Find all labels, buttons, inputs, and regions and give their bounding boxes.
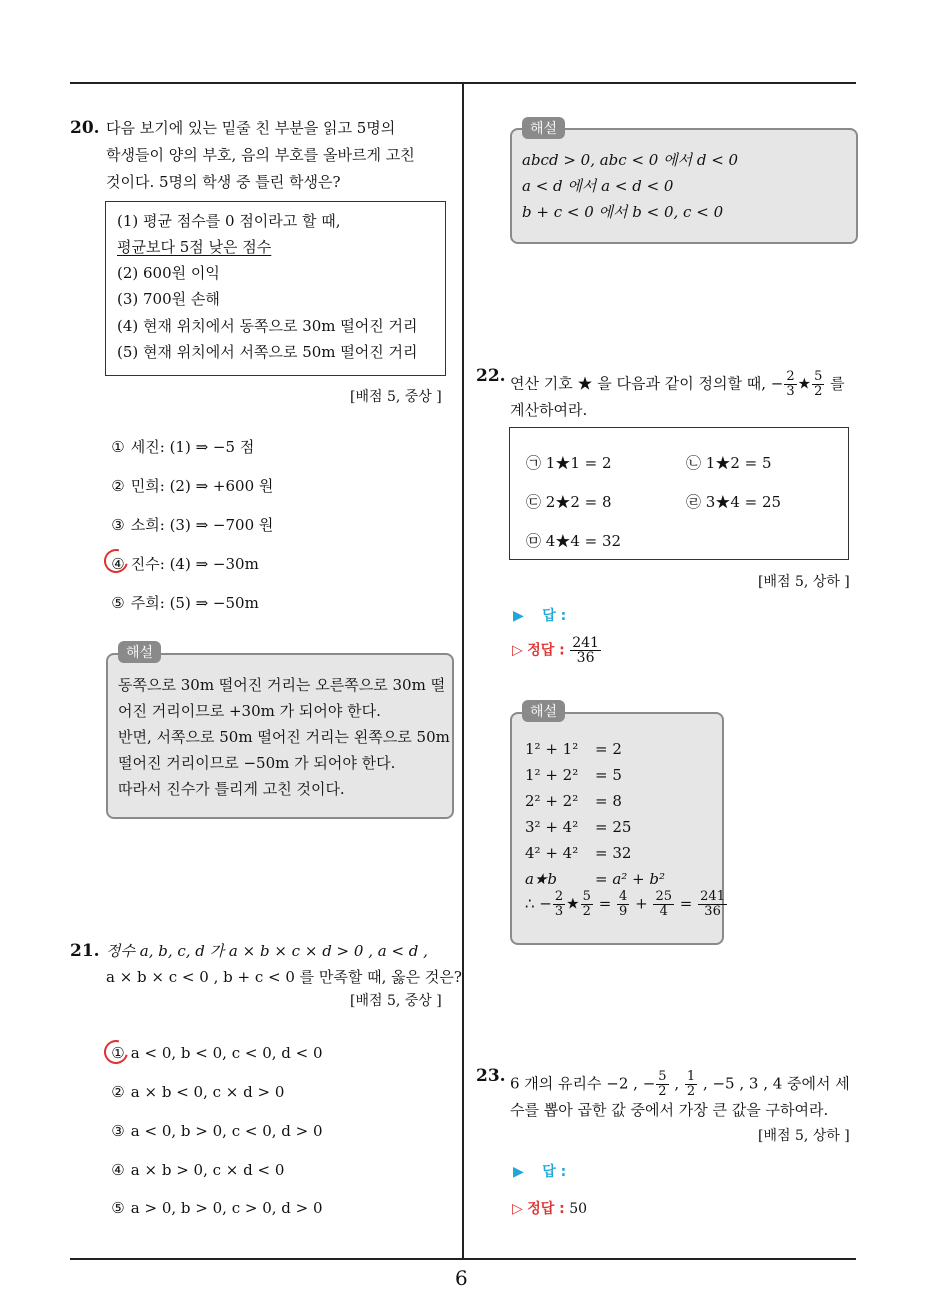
question-stem: 연산 기호 ★ 을 다음과 같이 정의할 때, − $\frac{2}{3}$ ★ $\frac{5}{2}$ 를 [510, 369, 845, 399]
play-icon: ▶ [513, 608, 524, 624]
option-1[interactable]: ① 세진: (1) ⇒ −5 점 [111, 438, 255, 456]
option-1[interactable]: ① a < 0, b < 0, c < 0, d < 0 [111, 1044, 323, 1062]
solution-line: 1² + 2² [525, 766, 579, 784]
page-number: 6 [455, 1266, 468, 1290]
score-label: [배점 5, 상하 ] [758, 1128, 850, 1144]
example-item: 평균보다 5점 낮은 점수 [117, 238, 272, 256]
correct-answer: ▷ 정답 : 50 [512, 1201, 588, 1217]
solution-line: ∴ − $\frac{2}{3}$ ★ $\frac{5}{2}$ = $\frac{4}{9}$ + $\frac{25}{4}$ = $\frac{241}{36}$ [525, 889, 725, 919]
triangle-icon: ▷ [512, 1201, 523, 1217]
solution-line: a★b [525, 870, 557, 888]
question-stem: a × b × c < 0 , b + c < 0 를 만족할 때, 옳은 것은? [106, 968, 462, 986]
example-item: ㉤ 4★4 = 32 [526, 532, 622, 550]
example-item: (3) 700원 손해 [117, 290, 220, 308]
example-item: (2) 600원 이익 [117, 264, 220, 282]
example-box [105, 201, 446, 376]
column-divider [462, 82, 464, 1259]
question-number: 21. [70, 941, 100, 961]
correct-answer: ▷ 정답 : $\frac{241}{36}$ [512, 635, 599, 666]
fraction: $\frac{2}{3}$ [786, 369, 795, 399]
option-5[interactable]: ⑤ 주희: (5) ⇒ −50m [111, 594, 259, 612]
question-stem: 다음 보기에 있는 밑줄 친 부분을 읽고 5명의 [106, 119, 396, 137]
question-stem: 수를 뽑아 곱한 값 중에서 가장 큰 값을 구하여라. [510, 1101, 829, 1119]
fraction: $\frac{5}{2}$ [814, 369, 823, 399]
solution-line: 2² + 2² [525, 792, 579, 810]
solution-line: 따라서 진수가 틀리게 고친 것이다. [118, 780, 345, 798]
answer-circle-mark [100, 1036, 133, 1069]
triangle-icon: ▷ [512, 642, 523, 659]
example-item: ㉠ 1★1 = 2 [526, 454, 612, 472]
example-box [509, 427, 849, 560]
answer-field[interactable]: ▶ 답 : [513, 608, 567, 624]
score-label: [배점 5, 상하 ] [758, 574, 850, 590]
solution-line: 동쪽으로 30m 떨어진 거리는 오른쪽으로 30m 떨 [118, 676, 446, 694]
option-4[interactable]: ④ a × b > 0, c × d < 0 [111, 1161, 285, 1179]
solution-line: 반면, 서쪽으로 50m 떨어진 거리는 왼쪽으로 50m [118, 728, 450, 746]
question-stem: 정수 a, b, c, d 가 a × b × c × d > 0 , a < d , [106, 942, 428, 960]
bottom-rule [70, 1258, 856, 1260]
solution-line: 3² + 4² [525, 818, 579, 836]
option-2[interactable]: ② a × b < 0, c × d > 0 [111, 1083, 285, 1101]
example-item: ㉣ 3★4 = 25 [686, 493, 782, 511]
option-2[interactable]: ② 민희: (2) ⇒ +600 원 [111, 477, 274, 495]
solution-tab: 해설 [522, 117, 565, 139]
question-number: 22. [476, 366, 506, 386]
option-3[interactable]: ③ a < 0, b > 0, c < 0, d > 0 [111, 1122, 323, 1140]
question-stem: 학생들이 양의 부호, 음의 부호를 올바르게 고친 [106, 146, 415, 164]
example-item: (1) 평균 점수를 0 점이라고 할 때, [117, 212, 341, 230]
example-item: ㉡ 1★2 = 5 [686, 454, 772, 472]
solution-box [106, 653, 454, 819]
example-item: ㉢ 2★2 = 8 [526, 493, 612, 511]
score-label: [배점 5, 중상 ] [350, 389, 442, 405]
solution-box [510, 128, 858, 244]
option-3[interactable]: ③ 소희: (3) ⇒ −700 원 [111, 516, 274, 534]
solution-line: 1² + 1² [525, 740, 579, 758]
answer-field[interactable]: ▶ 답 : [513, 1164, 567, 1180]
solution-tab: 해설 [522, 700, 565, 722]
option-5[interactable]: ⑤ a > 0, b > 0, c > 0, d > 0 [111, 1199, 323, 1217]
solution-line: 4² + 4² [525, 844, 579, 862]
example-item: (5) 현재 위치에서 서쪽으로 50m 떨어진 거리 [117, 343, 418, 361]
question-stem: 것이다. 5명의 학생 중 틀린 학생은? [106, 173, 341, 191]
score-label: [배점 5, 중상 ] [350, 993, 442, 1009]
option-4[interactable]: ④ 진수: (4) ⇒ −30m [111, 555, 259, 573]
solution-line: a < d 에서 a < d < 0 [522, 177, 674, 195]
solution-tab: 해설 [118, 641, 161, 663]
play-icon: ▶ [513, 1164, 524, 1180]
solution-line: b + c < 0 에서 b < 0, c < 0 [522, 203, 724, 221]
solution-line: 어진 거리이므로 +30m 가 되어야 한다. [118, 702, 381, 720]
example-item: (4) 현재 위치에서 동쪽으로 30m 떨어진 거리 [117, 317, 418, 335]
question-stem: 계산하여라. [510, 401, 588, 419]
question-stem: 6 개의 유리수 −2 , − $\frac{5}{2}$ , $\frac{1}{2}$ , −5 , 3 , 4 중에서 세 [510, 1069, 850, 1099]
question-number: 20. [70, 118, 100, 138]
solution-line: abcd > 0, abc < 0 에서 d < 0 [522, 151, 739, 169]
question-number: 23. [476, 1066, 506, 1086]
solution-box: 1² + 1² = 2 1² + 2² = 5 2² + 2² = 8 3² + 4² = 25 4² + 4² = 32 a★b = a² + b² ∴ − $\frac{2}{3}$ ★ $\frac{5}{2}$ = $\frac{4}{9}$ + $\frac{25}{4}$ = $\frac{241}{36}$ [510, 712, 724, 945]
solution-line: 떨어진 거리이므로 −50m 가 되어야 한다. [118, 754, 396, 772]
